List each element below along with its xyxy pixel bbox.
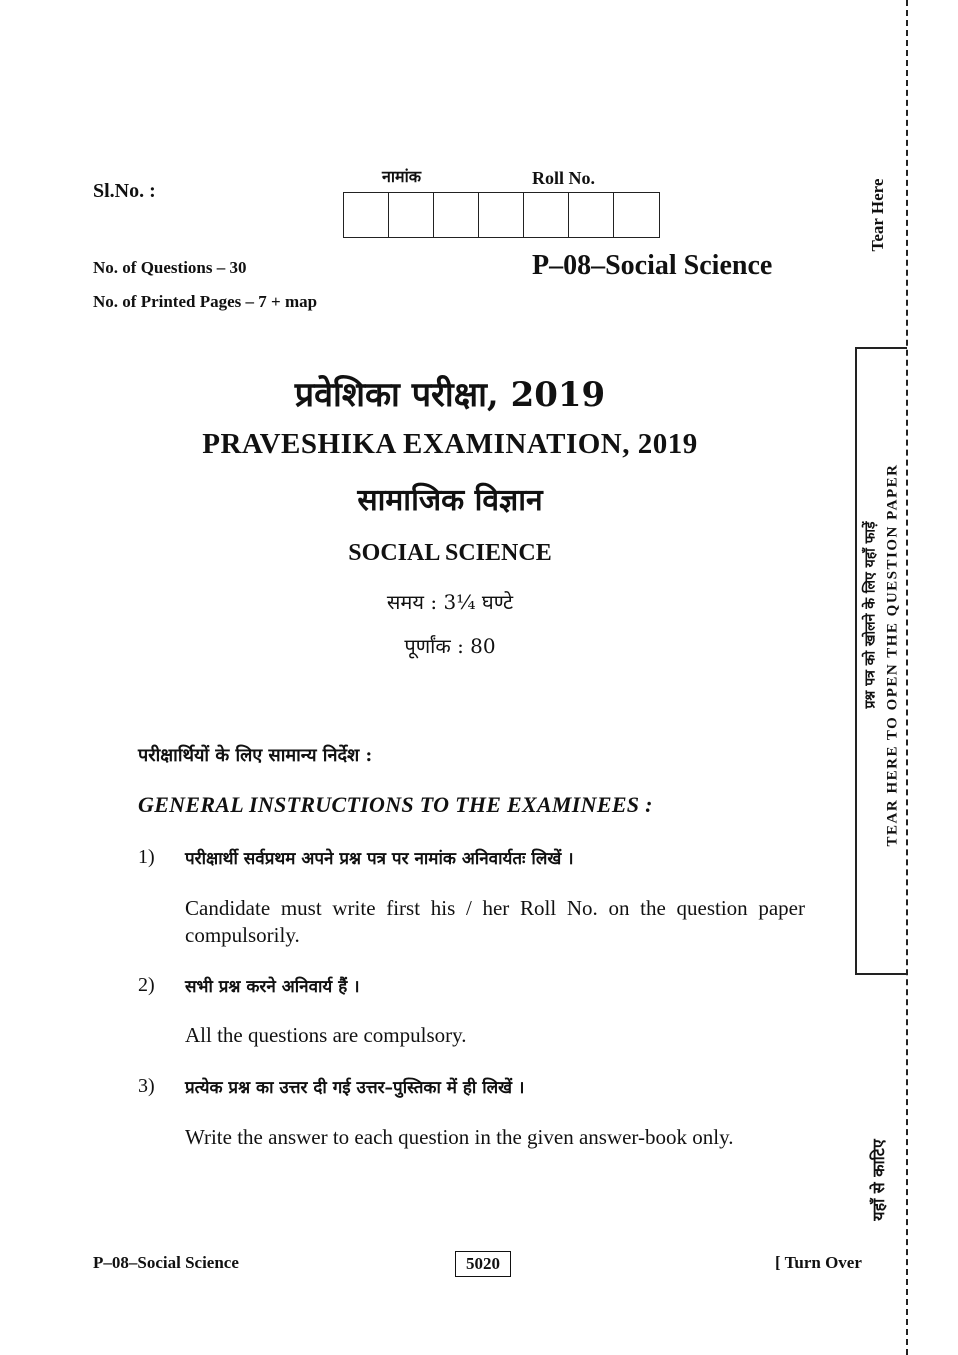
roll-number-label: Roll No. — [532, 168, 595, 188]
instruction-number: 3) — [138, 1075, 155, 1097]
serial-number-label: Sl.No. : — [93, 180, 156, 202]
roll-digit-box[interactable] — [479, 193, 524, 237]
instruction-hindi: प्रत्येक प्रश्न का उत्तर दी गई उत्तर–पुस्तिका में ही लिखें । — [185, 1078, 525, 1098]
roll-number-boxes — [343, 192, 660, 238]
number-of-questions: No. of Questions – 30 — [93, 258, 247, 277]
cut-here-label: यहाँ से काटिए — [869, 1139, 888, 1221]
instructions-heading-hindi: परीक्षार्थियों के लिए सामान्य निर्देश : — [138, 745, 373, 766]
instruction-english: Candidate must write first his / her Roll No. on the question paper compulsorily. — [185, 896, 805, 947]
exam-duration: समय : 3¼ घण्टे — [386, 590, 514, 614]
footer-paper-code: P–08–Social Science — [93, 1253, 239, 1272]
roll-digit-box[interactable] — [344, 193, 389, 237]
roll-digit-box[interactable] — [434, 193, 479, 237]
instruction-english: Write the answer to each question in the given answer-book only. — [185, 1125, 734, 1149]
instruction-hindi: परीक्षार्थी सर्वप्रथम अपने प्रश्न पत्र पर नामांक अनिवार्यतः लिखें । — [185, 849, 574, 869]
tear-here-label: Tear Here — [868, 178, 887, 252]
roll-number-hindi-label: नामांक — [382, 167, 422, 186]
instruction-number: 2) — [138, 974, 155, 996]
roll-digit-box[interactable] — [569, 193, 614, 237]
exam-title-hindi: प्रवेशिका परीक्षा, 2019 — [294, 375, 606, 415]
tear-instruction-hindi: प्रश्न पत्र को खोलने के लिए यहाँ फाड़ें — [862, 521, 879, 709]
tear-instruction-english: TEAR HERE TO OPEN THE QUESTION PAPER — [884, 463, 901, 847]
instructions-heading-english: GENERAL INSTRUCTIONS TO THE EXAMINEES : — [138, 792, 653, 817]
subject-title-english: SOCIAL SCIENCE — [348, 540, 552, 566]
subject-title-hindi: सामाजिक विज्ञान — [357, 483, 543, 518]
max-marks: पूर्णांक : 80 — [404, 634, 496, 658]
instruction-hindi: सभी प्रश्न करने अनिवार्य हैं । — [185, 977, 360, 997]
roll-digit-box[interactable] — [389, 193, 434, 237]
paper-code: P–08–Social Science — [532, 250, 773, 281]
roll-digit-box[interactable] — [614, 193, 659, 237]
turn-over-label: [ Turn Over — [775, 1253, 862, 1272]
instruction-english: All the questions are compulsory. — [185, 1023, 467, 1047]
footer-code-box: 5020 — [455, 1251, 511, 1277]
exam-title-english: PRAVESHIKA EXAMINATION, 2019 — [202, 428, 698, 460]
instruction-number: 1) — [138, 846, 155, 868]
number-of-pages: No. of Printed Pages – 7 + map — [93, 292, 318, 311]
roll-digit-box[interactable] — [524, 193, 569, 237]
